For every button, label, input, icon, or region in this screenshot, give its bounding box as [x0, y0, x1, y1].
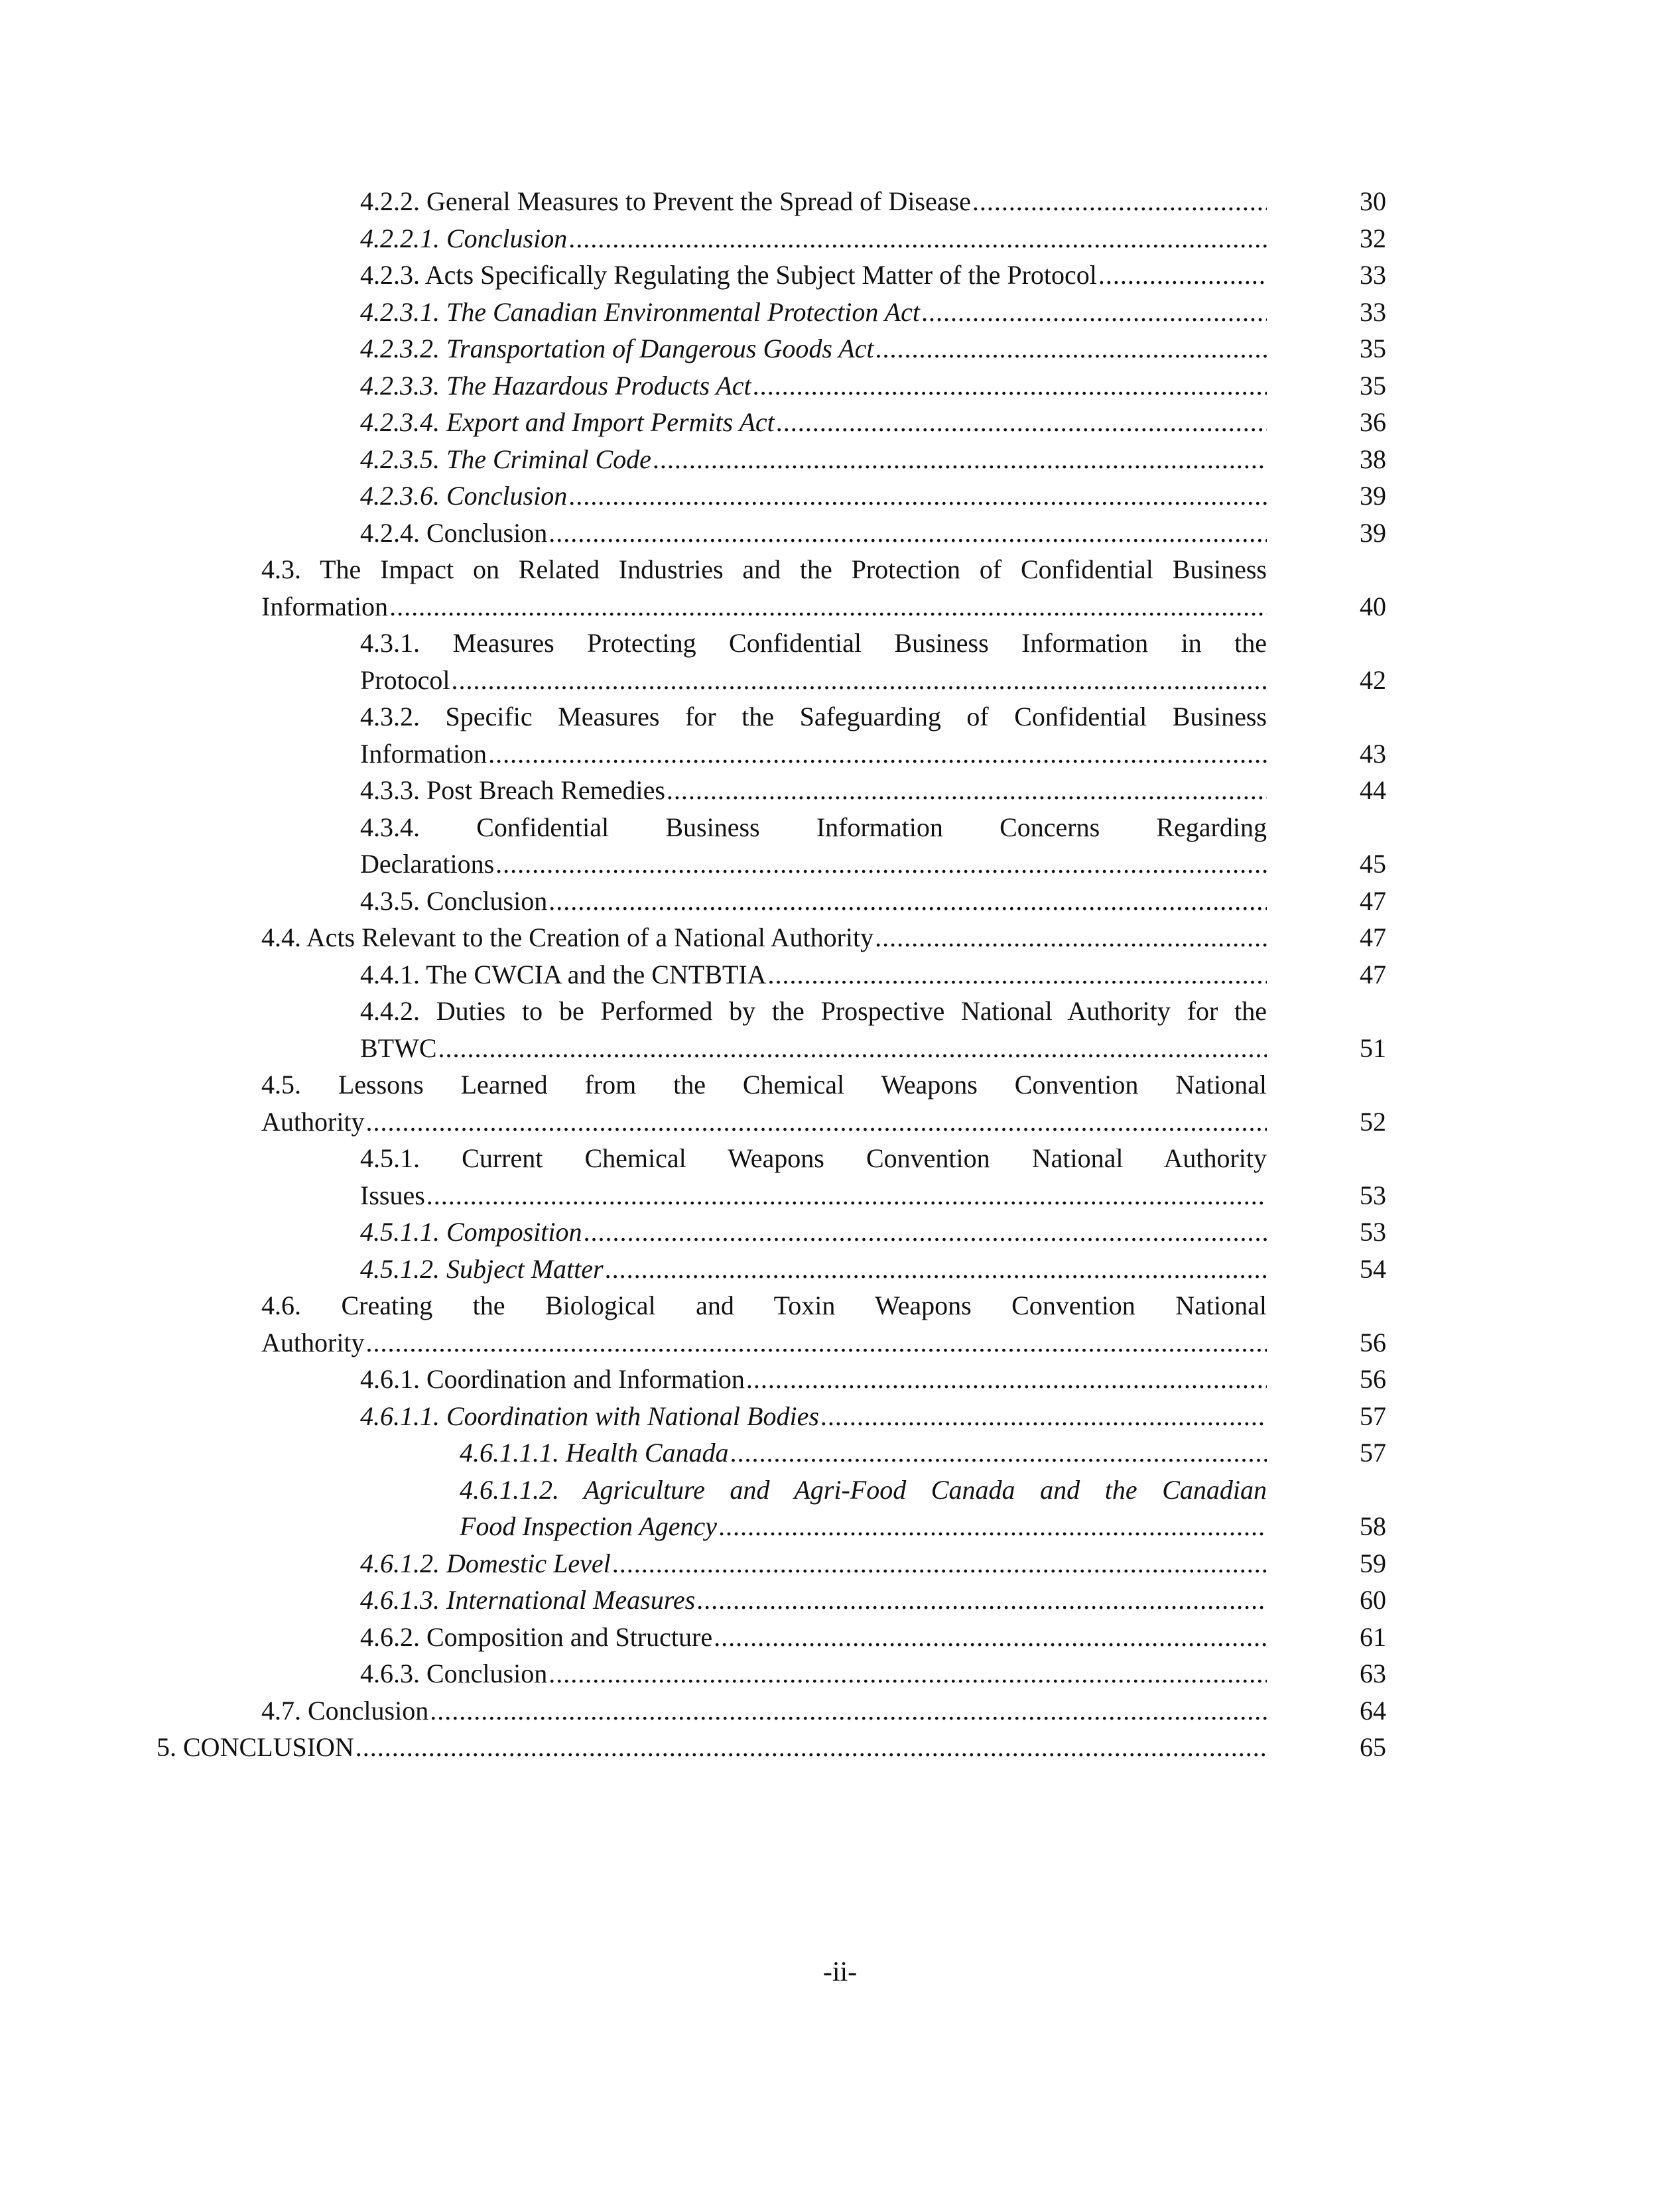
toc-page-number: 56 — [1360, 1364, 1386, 1394]
toc-page-number: 64 — [1360, 1695, 1386, 1726]
toc-entry-label: Food Inspection Agency — [460, 1511, 718, 1541]
toc-entry-label: 4.6.1.2. Domestic Level — [360, 1548, 611, 1578]
toc-page-number: 35 — [1360, 370, 1386, 401]
toc-page-number: 57 — [1360, 1438, 1386, 1468]
toc-entry — [0, 257, 1680, 294]
dot-leader — [430, 1692, 1267, 1730]
toc-page-number: 44 — [1360, 775, 1386, 805]
toc-page-number: 40 — [1360, 591, 1386, 621]
dot-leader — [495, 846, 1267, 883]
toc-entry-label: 4.5.1.2. Subject Matter — [360, 1253, 604, 1284]
toc-entry-label: 4.5.1.1. Composition — [360, 1217, 582, 1247]
toc-page-number: 45 — [1360, 849, 1386, 879]
toc-entry — [0, 1545, 1680, 1582]
toc-entry-label: Declarations — [360, 849, 495, 879]
toc-page-number: 43 — [1360, 738, 1386, 769]
toc-entry-label: 4.2.2. General Measures to Prevent the Spread of Disease — [360, 186, 971, 216]
toc-page-number: 56 — [1360, 1327, 1386, 1357]
toc-entry-title-line: 4.5. Lessons Learned from the Chemical Weapons Convention National — [261, 1070, 1267, 1100]
toc-entry-label: 4.7. Conclusion — [261, 1695, 429, 1726]
toc-page-number: 60 — [1360, 1585, 1386, 1615]
dot-leader — [776, 404, 1267, 441]
dot-leader — [753, 367, 1267, 405]
toc-entry-label: Authority — [261, 1327, 365, 1357]
dot-leader — [972, 183, 1267, 220]
dot-leader — [730, 1434, 1267, 1472]
toc-entry — [0, 1398, 1680, 1435]
toc-page-number: 57 — [1360, 1401, 1386, 1431]
toc-page-number: 51 — [1360, 1033, 1386, 1063]
toc-page-number: 47 — [1360, 959, 1386, 989]
toc-entry — [0, 1692, 1680, 1730]
toc-entry — [0, 220, 1680, 257]
toc-entry — [0, 294, 1680, 331]
toc-page-number: 39 — [1360, 517, 1386, 548]
toc-entry — [0, 809, 1680, 883]
toc-entry-title-line: 4.3.2. Specific Measures for the Safeguarding of Confidential Business — [360, 702, 1267, 731]
toc-entry-label: 4.2.3.3. The Hazardous Products Act — [360, 370, 751, 401]
toc-entry — [0, 367, 1680, 405]
toc-entry-label: 4.6.1.1. Coordination with National Bodies — [360, 1401, 819, 1431]
toc-entry-label: 4.6.1.1.1. Health Canada — [460, 1438, 729, 1468]
toc-entry-label: 5. CONCLUSION — [157, 1732, 354, 1762]
toc-page-number: 65 — [1360, 1732, 1386, 1762]
toc-entry — [0, 1582, 1680, 1619]
dot-leader — [568, 220, 1267, 257]
toc-entry — [0, 993, 1680, 1066]
toc-entry — [0, 515, 1680, 552]
dot-leader — [667, 772, 1267, 809]
toc-page-number: 54 — [1360, 1253, 1386, 1284]
toc-entry — [0, 477, 1680, 515]
toc-entry-title-line: 4.6. Creating the Biological and Toxin Weapons Convention National — [261, 1291, 1267, 1320]
toc-page-number: 30 — [1360, 186, 1386, 216]
toc-entry-label: 4.6.1.3. International Measures — [360, 1585, 696, 1615]
dot-leader — [820, 1398, 1267, 1435]
dot-leader — [366, 1324, 1267, 1361]
dot-leader — [452, 662, 1267, 699]
toc-entry — [0, 1434, 1680, 1472]
toc-entry-label: 4.3.5. Conclusion — [360, 885, 548, 916]
toc-entry-label: 4.4. Acts Relevant to the Creation of a National Authority — [261, 922, 874, 952]
toc-entry-label: 4.4.1. The CWCIA and the CNTBTIA — [360, 959, 767, 989]
toc-entry — [0, 1287, 1680, 1361]
toc-entry-label: Authority — [261, 1106, 365, 1137]
dot-leader — [549, 1655, 1267, 1692]
toc-entry — [0, 1729, 1680, 1766]
page-number: -ii- — [822, 1957, 858, 1987]
toc-entry-label: Information — [360, 738, 487, 769]
dot-leader — [568, 477, 1267, 515]
toc-page-number: 47 — [1360, 885, 1386, 916]
dot-leader — [875, 330, 1267, 367]
dot-leader — [921, 294, 1267, 331]
toc-page-number: 33 — [1360, 260, 1386, 290]
toc-entry — [0, 625, 1680, 698]
toc-page-number: 58 — [1360, 1511, 1386, 1541]
dot-leader — [583, 1214, 1267, 1251]
dot-leader — [488, 735, 1267, 773]
toc-entry-label: Information — [261, 591, 389, 621]
toc-entry-label: 4.2.3.6. Conclusion — [360, 481, 568, 511]
toc-entry — [0, 183, 1680, 220]
dot-leader — [746, 1361, 1267, 1398]
toc-entry — [0, 1066, 1680, 1140]
toc-entry — [0, 1251, 1680, 1288]
toc-entry — [0, 883, 1680, 920]
toc-entry-label: 4.2.4. Conclusion — [360, 517, 548, 548]
dot-leader — [612, 1545, 1267, 1582]
toc-entry-title-line: 4.3.4. Confidential Business Information Concerns Regarding — [360, 812, 1267, 842]
toc-entry-label: 4.2.3.4. Export and Import Permits Act — [360, 407, 775, 437]
toc-entry — [0, 1619, 1680, 1656]
toc-entry — [0, 441, 1680, 478]
toc-entry-label: 4.2.3.2. Transportation of Dangerous Goods Act — [360, 334, 874, 363]
toc-page-number: 53 — [1360, 1180, 1386, 1210]
toc-page-number: 59 — [1360, 1548, 1386, 1578]
toc-entry-label: 4.3.3. Post Breach Remedies — [360, 775, 665, 805]
toc-entry-label: 4.2.3.1. The Canadian Environmental Protection Act — [360, 296, 920, 327]
toc-entry-label: BTWC — [360, 1033, 437, 1063]
toc-entry — [0, 1214, 1680, 1251]
dot-leader — [696, 1582, 1267, 1619]
toc-page-number: 38 — [1360, 444, 1386, 474]
toc-entry-label: 4.6.2. Composition and Structure — [360, 1621, 713, 1652]
toc-entry — [0, 772, 1680, 809]
toc-entry — [0, 956, 1680, 993]
toc-entry — [0, 919, 1680, 956]
toc-entry-label: 4.6.1. Coordination and Information — [360, 1364, 745, 1394]
toc-entry-label: 4.6.3. Conclusion — [360, 1659, 548, 1688]
dot-leader — [366, 1103, 1267, 1141]
toc-page-number: 39 — [1360, 481, 1386, 511]
dot-leader — [549, 883, 1267, 920]
toc-entry-label: 4.2.3. Acts Specifically Regulating the Subject Matter of the Protocol — [360, 260, 1097, 290]
dot-leader — [426, 1177, 1267, 1214]
toc-entry-title-line: 4.6.1.1.2. Agriculture and Agri-Food Canada and the Canadian — [460, 1474, 1267, 1505]
dot-leader — [875, 919, 1267, 956]
toc-entry-label: Protocol — [360, 664, 450, 695]
dot-leader — [605, 1251, 1267, 1288]
dot-leader — [438, 1030, 1267, 1067]
toc-page-number: 42 — [1360, 664, 1386, 695]
dot-leader — [718, 1508, 1267, 1545]
toc-entry-title-line: 4.3. The Impact on Related Industries and the Protection of Confidential Business — [261, 554, 1267, 584]
toc-page-number: 53 — [1360, 1217, 1386, 1247]
toc-entry — [0, 698, 1680, 772]
dot-leader — [355, 1729, 1267, 1766]
dot-leader — [549, 515, 1267, 552]
toc-entry-title-line: 4.4.2. Duties to be Performed by the Prospective National Authority for the — [360, 996, 1267, 1026]
toc-entry — [0, 1472, 1680, 1545]
toc-page-number: 33 — [1360, 296, 1386, 327]
toc-entry-title-line: 4.3.1. Measures Protecting Confidential Business Information in the — [360, 628, 1267, 658]
dot-leader — [768, 956, 1267, 993]
toc-page-number: 35 — [1360, 334, 1386, 363]
toc-page-number: 47 — [1360, 922, 1386, 952]
toc-page-number: 32 — [1360, 223, 1386, 253]
dot-leader — [653, 441, 1267, 478]
toc-entry — [0, 330, 1680, 367]
toc-entry-label: 4.2.3.5. The Criminal Code — [360, 444, 651, 474]
toc-entry — [0, 404, 1680, 441]
toc-entry-label: 4.2.2.1. Conclusion — [360, 223, 568, 253]
toc-page-number: 52 — [1360, 1106, 1386, 1137]
dot-leader — [389, 588, 1267, 625]
toc-page-number: 61 — [1360, 1621, 1386, 1652]
toc-entry-title-line: 4.5.1. Current Chemical Weapons Convention National Authority — [360, 1143, 1267, 1173]
toc-entry — [0, 1361, 1680, 1398]
toc-entry — [0, 1655, 1680, 1692]
toc-page-number: 36 — [1360, 407, 1386, 437]
toc-entry — [0, 1140, 1680, 1214]
dot-leader — [714, 1619, 1267, 1656]
toc-entry — [0, 551, 1680, 625]
toc-page-number: 63 — [1360, 1659, 1386, 1688]
toc-entry-label: Issues — [360, 1180, 425, 1210]
dot-leader — [1098, 257, 1267, 294]
